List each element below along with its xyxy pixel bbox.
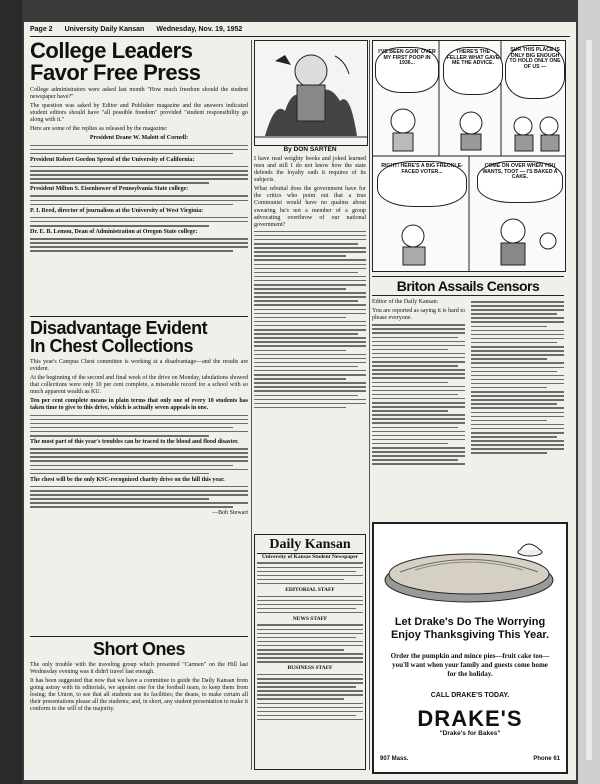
folio-line xyxy=(30,26,570,37)
ad-headline xyxy=(374,616,566,641)
lead-paragraph-3: Here are some of the replies as released by the magazine: xyxy=(30,126,168,133)
drakes-bakery-ad xyxy=(372,522,568,774)
lead-headline-line-1: College Leaders xyxy=(30,38,193,63)
comic-bubble-5: COME ON OVER WHEN YOU WANTS, TOOT — I'S BAKED A CAKE. xyxy=(477,161,563,203)
disadvantage-text-a xyxy=(30,415,248,437)
comic-bubble-1: I'VE BEEN GOIN' OVER MY FIRST POOP IN 1936... xyxy=(375,47,439,93)
column-rule-1 xyxy=(251,40,252,770)
column-text xyxy=(254,231,366,409)
short-ones-paragraph-1: The only trouble with the traveling group which presented "Carmen" on the Hill last Wednesday evening was it didn't travel fast enough. xyxy=(30,662,248,676)
short-ones-editorial xyxy=(30,640,248,716)
briton-columns xyxy=(372,299,564,468)
quote-3-lead: President Milton S. Eisenhower of Pennsylvania State college: xyxy=(30,186,189,193)
ad-tagline: "Drake's for Bakes" xyxy=(439,730,501,737)
disadvantage-bold-2: The most part of this year's troubles can be traced to the blood and flood disaster. xyxy=(30,439,239,446)
short-ones-headline: Short Ones xyxy=(92,639,185,659)
newspaper-page xyxy=(24,22,576,780)
quote-2-text xyxy=(30,166,248,184)
quote-4-text xyxy=(30,217,248,227)
masthead-title: Daily Kansan xyxy=(257,537,363,554)
section-divider-1 xyxy=(30,316,248,317)
quote-2-lead: President Robert Gordon Sproul of the University of California: xyxy=(30,156,195,163)
masthead-business-staff: BUSINESS STAFF xyxy=(287,665,333,672)
ad-copy: Order the pumpkin and mince pies—fruit cake too—you'll want when your family and guests come home for the holiday. xyxy=(390,652,550,678)
briton-column-right xyxy=(471,299,564,468)
lead-intro: College administrators were asked last month "How much freedom should the student newspaper have?" xyxy=(30,87,248,101)
comic-bubble-4: RIGHT! HERE'S A BIG FRECKLE-FACED VOTER... xyxy=(377,161,467,207)
disadvantage-headline-line-2: In Chest Collections xyxy=(30,336,194,356)
masthead-subtitle: University of Kansas Student Newspaper xyxy=(261,554,359,560)
disadvantage-signature: —Bob Stewart xyxy=(212,510,248,517)
section-divider-2 xyxy=(30,636,248,637)
masthead-box xyxy=(254,534,366,770)
masthead-info xyxy=(257,562,363,584)
masthead-business-list xyxy=(257,674,363,721)
disadvantage-bold-1: Ten per cent complete means in plain terms that only one of every 10 students has taken time to give to this drive, which is actually seven appeals in one. xyxy=(30,398,248,412)
quote-4-lead: P. I. Reed, director of journalism at the University of West Virginia: xyxy=(30,207,204,214)
briton-text-left xyxy=(372,324,465,465)
quote-5-text xyxy=(30,238,248,252)
briton-letter xyxy=(372,276,564,468)
comic-strip xyxy=(372,40,566,272)
byline-don-sarten: By DON SARTEN xyxy=(283,146,337,153)
briton-paragraph-2: You are reported as saying it is hard to please everyone. xyxy=(372,308,465,322)
short-ones-paragraph-2: It has been suggested that now that we have a committee to guide the Daily Kansan from going astray with its editorials, we appoint one for the football team, to keep them from losing; the Union, to see that all students use its facilities; the deans, to make certain all their presentations please all the students; and, in short, any student presentation to make it conform to the will of the majority. xyxy=(30,678,248,713)
disadvantage-paragraph-2: At the beginning of the second and final week of the drive on Monday, tabulations showed that collections were only 10 per cent complete, a miserable record for a school with so much apparent wealth as KU. xyxy=(30,375,248,396)
masthead-editorial-staff: EDITORIAL STAFF xyxy=(285,587,335,594)
lead-editorial xyxy=(30,40,248,255)
ad-address: 907 Mass. xyxy=(380,756,409,762)
column-rule-2 xyxy=(369,40,370,770)
column-paragraph-1: I have read weighty books and joked learned men and still I do not know how the state defends the loyalty oath it requires of its subjects. xyxy=(254,156,366,184)
pie-illustration xyxy=(380,532,558,606)
column-paragraph-2: What rebuttal does the government have for the critics who point out that a true Communist would have no qualms about swearing he's not a member of a group advocating overthrow of our national government? xyxy=(254,186,366,228)
page-number: Page 2 xyxy=(30,26,53,33)
quote-1-text xyxy=(30,145,248,155)
opinion-column xyxy=(254,156,366,411)
lead-headline-line-2: Favor Free Press xyxy=(30,60,201,85)
ad-call-to-action: CALL DRAKE'S TODAY. xyxy=(430,692,510,699)
disadvantage-bold-3: The chest will be the only KSC-recognized charity drive on the hill this year. xyxy=(30,476,225,483)
briton-headline: Briton Assails Censors xyxy=(372,276,564,296)
disadvantage-paragraph-1: This year's Campus Chest committee is working at a disadvantage—and the results are evident. xyxy=(30,359,248,373)
cartoon-byline xyxy=(254,146,366,153)
briton-salutation: Editor of the Daily Kansan: xyxy=(372,299,439,305)
masthead-news-staff: NEWS STAFF xyxy=(292,616,328,622)
briton-text-right xyxy=(471,301,564,454)
disadvantage-editorial xyxy=(30,319,248,520)
scanner-binding-shadow xyxy=(0,0,22,784)
paper-name: University Daily Kansan xyxy=(64,26,145,33)
disadvantage-text-b xyxy=(30,448,248,474)
briton-column-left xyxy=(372,299,465,468)
ad-phone: Phone 61 xyxy=(533,756,560,762)
comic-bubble-3: SUR THIS PLACE IS ONLY BIG ENOUGH TO HOLD ONLY ONE OF US — xyxy=(505,45,565,99)
disadvantage-headline-line-1: Disadvantage Evident xyxy=(30,318,208,338)
disadvantage-text-c xyxy=(30,486,248,508)
lead-paragraph-2: The question was asked by Editor and Publisher magazine and the answers indicated student editors should have "all possible freedom" provided "student responsibility go along with it." xyxy=(30,103,248,124)
quote-5-lead: Dr. E. B. Lemon, Dean of Administration at Oregon State college: xyxy=(30,229,198,236)
issue-date: Wednesday, Nov. 19, 1952 xyxy=(156,26,243,33)
ad-headline-line-2: Enjoy Thanksgiving This Year. xyxy=(390,628,550,641)
masthead-news-list xyxy=(257,624,363,662)
editorial-cartoon xyxy=(254,40,368,146)
facing-page-strip xyxy=(586,40,592,760)
drakes-logo: DRAKE'S xyxy=(417,706,523,731)
quote-1-lead: President Deane W. Malott of Cornell: xyxy=(89,135,189,142)
cartoon-drawing xyxy=(255,41,367,145)
ad-headline-line-1: Let Drake's Do The Worrying xyxy=(394,616,546,628)
quote-3-text xyxy=(30,195,248,205)
comic-bubble-2: THERE'S THE FELLER WHAT GAVE ME THE ADVICE. xyxy=(443,47,503,95)
masthead-editorial-list xyxy=(257,596,363,614)
